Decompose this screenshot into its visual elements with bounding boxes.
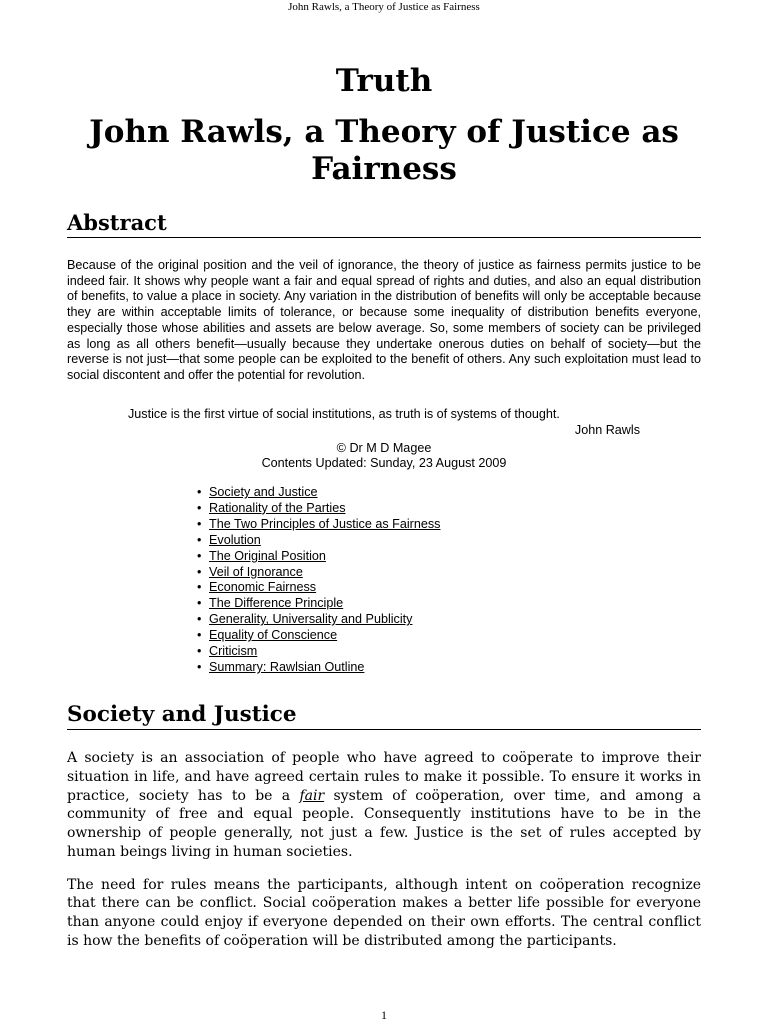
bullet-icon: • [197, 612, 202, 627]
toc-link[interactable]: Equality of Conscience [209, 628, 338, 643]
bullet-icon: • [197, 644, 202, 659]
toc-link[interactable]: The Original Position [209, 548, 326, 563]
paragraph-text: A society is an association of people who have agreed to coöperate to improve their situation in life, and have agreed certain rules to make it possible. To ensure it works in practice, society has to be a [67, 749, 701, 804]
toc-link[interactable]: Summary: Rawlsian Outline [209, 660, 365, 674]
society-paragraph-2: The need for rules means the participants, although intent on coöperation recognize that there can be conflict. Social coöperation makes a better life possible for everyone than anyone could enjoy if everyone depended on their own efforts. The central conflict is how the benefits of coöperation will be distributed among the participants. [67, 876, 701, 950]
toc-link[interactable]: Society and Justice [209, 485, 318, 500]
toc-link[interactable]: The Two Principles of Justice as Fairness [209, 516, 441, 531]
epigraph [67, 407, 701, 439]
emphasis-fair: fair [299, 787, 325, 804]
page-subtitle: John Rawls, a Theory of Justice as Fairness [89, 114, 679, 187]
running-header: John Rawls, a Theory of Justice as Fairness [288, 1, 480, 13]
toc-item [197, 501, 701, 517]
toc-item [197, 660, 701, 676]
updated-line: Contents Updated: Sunday, 23 August 2009 [261, 456, 507, 471]
toc-link[interactable]: Generality, Universality and Publicity [209, 612, 413, 627]
toc-item [197, 533, 701, 549]
page-content [67, 62, 701, 951]
toc-link[interactable]: Criticism [209, 644, 258, 659]
bullet-icon: • [197, 660, 202, 674]
paragraph-text: system of coöperation, over time, and among a community of free and equal people. Consequently institutions have to be in the ownership of people generally, not just a few. Justice is the set of rules accepted by human beings living in human societies. [67, 787, 702, 860]
table-of-contents [67, 485, 701, 676]
page-title: Truth [335, 63, 433, 99]
toc-link[interactable]: Evolution [209, 532, 261, 547]
toc-item [197, 628, 701, 644]
bullet-icon: • [197, 580, 202, 595]
copyright-line: © Dr M D Magee [336, 440, 432, 455]
society-paragraph-1 [67, 749, 701, 862]
bullet-icon: • [197, 548, 202, 563]
toc-item [197, 580, 701, 596]
toc-item [197, 549, 701, 565]
toc-link[interactable]: Rationality of the Parties [209, 500, 346, 515]
bullet-icon: • [197, 516, 202, 531]
toc-link[interactable]: The Difference Principle [209, 596, 344, 611]
toc-item [197, 644, 701, 660]
toc-item [197, 612, 701, 628]
bullet-icon: • [197, 596, 202, 611]
epigraph-quote: Justice is the first virtue of social institutions, as truth is of systems of thought. [128, 406, 560, 421]
toc-item [197, 565, 701, 581]
toc-link[interactable]: Economic Fairness [209, 580, 317, 595]
page-number: 1 [381, 1008, 387, 1022]
abstract-text: Because of the original position and the veil of ignorance, the theory of justice as fairness permits justice to be indeed fair. It shows why people want a fair and equal spread of rights and duties, and also an equal distribution of benefits, to value a place in society. Any variation in the distribution of benefits will only be acceptable because they are within acceptable limits of tolerance, or because some inequality of distribution benefits everyone, especially those whose abilities and assets are below average. So, some members of society can be privileged as long as all others benefit—usually because they undertake onerous duties on behalf of society—but the reverse is not just—that some people can be exploited to the benefit of others. Any such exploitation must lead to social discontent and offer the potential for revolution. [67, 258, 701, 382]
bullet-icon: • [197, 564, 202, 579]
toc-item [197, 596, 701, 612]
bullet-icon: • [197, 500, 202, 515]
bullet-icon: • [197, 532, 202, 547]
abstract-heading: Abstract [67, 210, 701, 238]
toc-link[interactable]: Veil of Ignorance [209, 564, 303, 579]
toc-item [197, 485, 701, 501]
bullet-icon: • [197, 628, 202, 643]
bullet-icon: • [197, 485, 202, 500]
society-justice-heading: Society and Justice [67, 702, 701, 730]
epigraph-author: John Rawls [574, 422, 640, 437]
toc-item [197, 517, 701, 533]
